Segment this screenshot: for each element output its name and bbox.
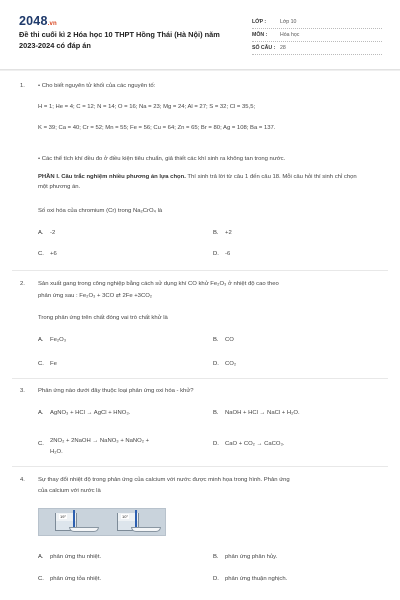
option-letter: D. (213, 576, 219, 582)
gas-note: • Các thể tích khí đều đo ở điều kiện tiêu chuẩn, giả thiết các khí sinh ra không tan trong nước. (38, 156, 286, 162)
option-letter: A. (38, 554, 44, 560)
option-text: -6 (225, 251, 231, 257)
question-text: Phản ứng nào dưới đây thuộc loại phản ứng oxi hóa - khử? (38, 388, 194, 394)
option-text: +2 (225, 230, 232, 236)
option-letter: D. (213, 361, 219, 367)
meta-value: Lớp 10 (280, 19, 297, 25)
meta-row-class (252, 16, 382, 29)
option-letter: C. (38, 576, 44, 582)
document-title: Đề thi cuối kì 2 Hóa học 10 THPT Hồng Thái (Hà Nội) năm 2023-2024 có đáp án (19, 30, 220, 50)
question-divider (12, 378, 388, 379)
option-letter: D. (213, 441, 219, 447)
meta-key: LỚP : (252, 19, 267, 25)
question-number: 3. (20, 388, 25, 394)
q4-option-a[interactable] (38, 554, 101, 560)
logo-number: 2048 (19, 14, 48, 28)
exam-meta (252, 16, 382, 55)
part-instructions (38, 172, 368, 192)
option-text: 2NO₂ + 2NaOH → NaNO₃ + NaNO₂ + (50, 438, 150, 444)
option-text: phản ứng phân hủy. (225, 554, 278, 560)
question-number: 1. (20, 83, 25, 89)
option-text: Fe (50, 361, 57, 367)
meta-key: MÔN : (252, 32, 268, 38)
option-letter: C. (38, 251, 44, 257)
atomic-mass-line-1: H = 1; He = 4; C = 12; N = 14; O = 16; Na = 23; Mg = 24; Al = 27; S = 32; Cl = 35,5; (38, 104, 256, 110)
q1-option-a[interactable] (38, 230, 55, 236)
q2-option-d[interactable] (213, 361, 236, 367)
temperature-label-after: 10° (122, 514, 129, 519)
option-letter: C. (38, 441, 44, 447)
option-letter: B. (213, 230, 219, 236)
q3-option-b[interactable] (213, 410, 300, 416)
option-letter: A. (38, 230, 44, 236)
option-letter: B. (213, 554, 219, 560)
question-text-line-1: Sản xuất gang trong công nghiệp bằng cách sử dụng khí CO khử Fe₂O₃ ở nhiệt độ cao theo (38, 281, 279, 287)
option-letter: A. (38, 410, 44, 416)
logo-suffix: .vn (47, 21, 57, 27)
option-text: phản ứng tỏa nhiệt. (50, 576, 102, 582)
meta-value: Hóa học (280, 32, 300, 38)
q4-option-b[interactable] (213, 554, 277, 560)
temperature-label-before: 19° (60, 514, 67, 519)
q1-option-b[interactable] (213, 230, 232, 236)
option-letter: C. (38, 361, 44, 367)
meta-row-count (252, 42, 382, 55)
option-letter: A. (38, 337, 44, 343)
question-text-line-2: của calcium với nước là (38, 488, 101, 494)
q4-option-c[interactable] (38, 576, 101, 582)
atomic-mass-line-2: K = 39; Ca = 40; Cr = 52; Mn = 55; Fe = 56; Cu = 64; Zn = 65; Br = 80; Ag = 108; Ba = 137. (38, 125, 276, 131)
option-letter: B. (213, 410, 219, 416)
meta-row-subject (252, 29, 382, 42)
q3-option-d[interactable] (213, 441, 285, 447)
question-number: 2. (20, 281, 25, 287)
q4-option-d[interactable] (213, 576, 287, 582)
question-text: Trong phản ứng trên chất đóng vai trò chất khử là (38, 315, 168, 321)
part-text: Thí sinh trả lời từ câu 1 đến câu 18. Mỗi câu hỏi thí sinh chỉ chọn một phương án. (38, 174, 357, 190)
option-text: AgNO₃ + HCl → AgCl + HNO₃. (50, 410, 131, 416)
q3-option-a[interactable] (38, 410, 130, 416)
q1-option-d[interactable] (213, 251, 230, 257)
question-text-line-2: phản ứng sau : Fe₂O₃ + 3CO ⇄ 2Fe +3CO₂ (38, 293, 153, 299)
q2-option-b[interactable] (213, 337, 234, 343)
question-text: Số oxi hóa của chromium (Cr) trong Na₂CrO₄ là (38, 208, 163, 214)
meta-value: 28 (280, 45, 286, 51)
option-text-block (50, 436, 149, 458)
question-divider (12, 466, 388, 467)
part-title: PHẦN I. Câu trắc nghiệm nhiều phương án lựa chọn. (38, 174, 186, 180)
q2-option-c[interactable] (38, 361, 57, 367)
dish-after (131, 527, 161, 532)
option-text: NaOH + HCl → NaCl + H₂O. (225, 410, 300, 416)
dish-before (69, 527, 99, 532)
calcium-reaction-figure (38, 508, 166, 536)
option-text: phản ứng thuận nghịch. (225, 576, 288, 582)
atomic-mass-intro: • Cho biết nguyên tử khối của các nguyên tố: (38, 83, 156, 89)
q3-option-c[interactable] (38, 436, 149, 458)
header-divider-shadow (0, 70, 400, 71)
option-text-cont: H₂O. (50, 449, 63, 455)
option-text: +6 (50, 251, 57, 257)
option-letter: B. (213, 337, 219, 343)
option-text: CO₂ (225, 361, 237, 367)
option-text: phản ứng thu nhiệt. (50, 554, 102, 560)
question-divider (12, 270, 388, 271)
question-number: 4. (20, 477, 25, 483)
option-letter: D. (213, 251, 219, 257)
meta-key: SỐ CÂU : (252, 45, 276, 51)
question-text-line-1: Sự thay đổi nhiệt độ trong phản ứng của calcium với nước được minh họa trong hình. Phản ứng (38, 477, 290, 483)
option-text: CO (225, 337, 234, 343)
site-logo[interactable] (19, 14, 57, 28)
option-text: CaO + CO₂ → CaCO₃. (225, 441, 285, 447)
q2-option-a[interactable] (38, 337, 66, 343)
option-text: Fe₂O₃ (50, 337, 67, 343)
q1-option-c[interactable] (38, 251, 57, 257)
option-text: -2 (50, 230, 56, 236)
